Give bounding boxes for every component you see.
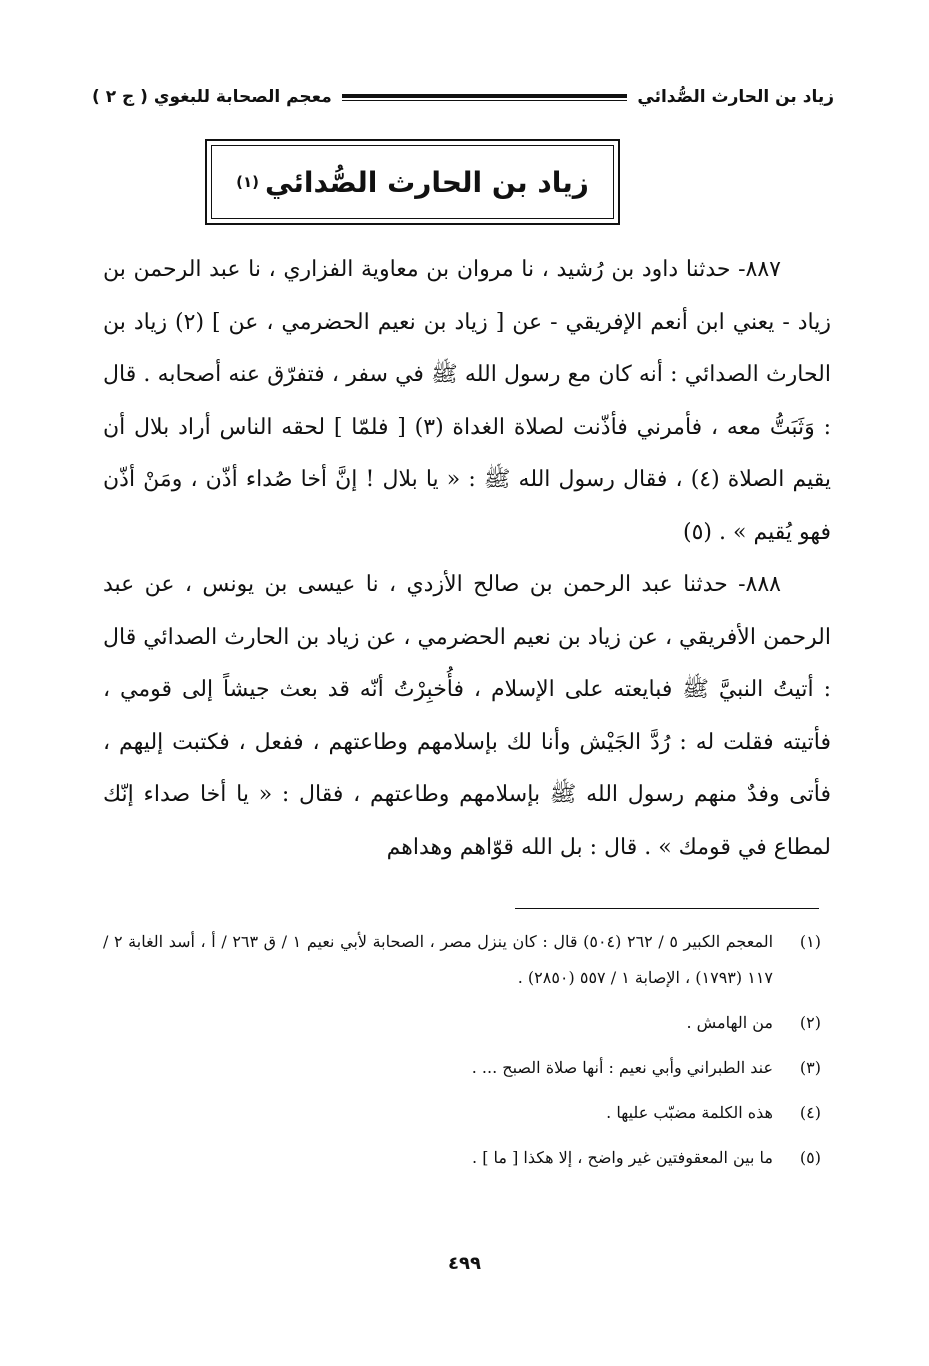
footnote <box>103 1140 821 1176</box>
footnote-text: هذه الكلمة مضبّب عليها . <box>606 1103 773 1122</box>
page-number: ٤٩٩ <box>448 1253 481 1274</box>
footnote <box>103 924 821 996</box>
footnote-number: (٣) <box>799 1058 821 1077</box>
running-header <box>92 82 834 112</box>
running-header-entry-title: زياد بن الحارث الصُّدائي <box>637 87 834 107</box>
footnote-separator <box>515 908 819 909</box>
footnote <box>103 1050 821 1086</box>
footnote <box>103 1095 821 1131</box>
hadith-paragraph-887: ٨٨٧- حدثنا داود بن رُشيد ، نا مروان بن معاوية الفزاري ، نا عبد الرحمن بن زياد - يعني ابن أنعم الإفريقي - عن [ زياد بن نعيم الحضرمي ، عن ] (٢) زياد بن الحارث الصدائي : أنه كان مع رسول الله ﷺ في سفر ، فتفرّق عنه أصحابه . قال : وَثَبَتُّ معه ، فأمرني فأذّنت لصلاة الغداة (٣) [ فلمّا ] لحقه الناس أراد بلال أن يقيم الصلاة (٤) ، فقال رسول الله ﷺ : « يا بلال ! إنَّ أخا صُداء أذّن ، ومَنْ أذّن فهو يُقيم » . (٥) <box>103 257 831 545</box>
footnote-number: (٤) <box>799 1103 821 1122</box>
footnote-number: (٢) <box>799 1013 821 1032</box>
footnote-text: ما بين المعقوفتين غير واضح ، إلا هكذا [ ما ] . <box>472 1148 773 1167</box>
entry-title-frame <box>211 145 614 219</box>
footnote-text: عند الطبراني وأبي نعيم : أنها صلاة الصبح ... . <box>471 1058 773 1077</box>
footnote <box>103 1005 821 1041</box>
footnote-text: المعجم الكبير ٥ / ٢٦٢ (٥٠٤) قال : كان ينزل مصر ، الصحابة لأبي نعيم ١ / ق ٢٦٣ / أ ، أسد الغابة ٢ / ١١٧ (١٧٩٣) ، الإصابة ١ / ٥٥٧ (٢٨٥٠) . <box>103 932 774 987</box>
footnote-text: من الهامش . <box>686 1013 773 1032</box>
running-header-book-title: معجم الصحابة للبغوي ( ج ٢ ) <box>92 87 332 107</box>
entry-title-box <box>205 139 620 225</box>
footnote-number: (٥) <box>799 1148 821 1167</box>
footnotes <box>103 924 821 1185</box>
entry-title: زياد بن الحارث الصُّدائي <box>265 165 589 199</box>
hadith-paragraph-888: ٨٨٨- حدثنا عبد الرحمن بن صالح الأزدي ، نا عيسى بن يونس ، عن عبد الرحمن الأفريقي ، عن زياد بن نعيم الحضرمي ، عن زياد بن الحارث الصدائي قال : أتيتُ النبيَّ ﷺ فبايعته على الإسلام ، فأُخبِرْتُ أنّه قد بعث جيشاً إلى قومي ، فأتيته فقلت له : رُدَّ الجَيْش وأنا لك بإسلامهم وطاعتهم ، ففعل ، فكتبت إليهم ، فأتى وفدٌ منهم رسول الله ﷺ بإسلامهم وطاعتهم ، فقال : « يا أخا صداء إنّك لمطاع في قومك » . قال : بل الله قوّاهم وهداهم <box>103 572 831 860</box>
main-text <box>103 244 831 874</box>
entry-title-footnote-marker: (١) <box>236 173 260 191</box>
header-rule <box>342 94 628 101</box>
footnote-number: (١) <box>799 932 821 951</box>
